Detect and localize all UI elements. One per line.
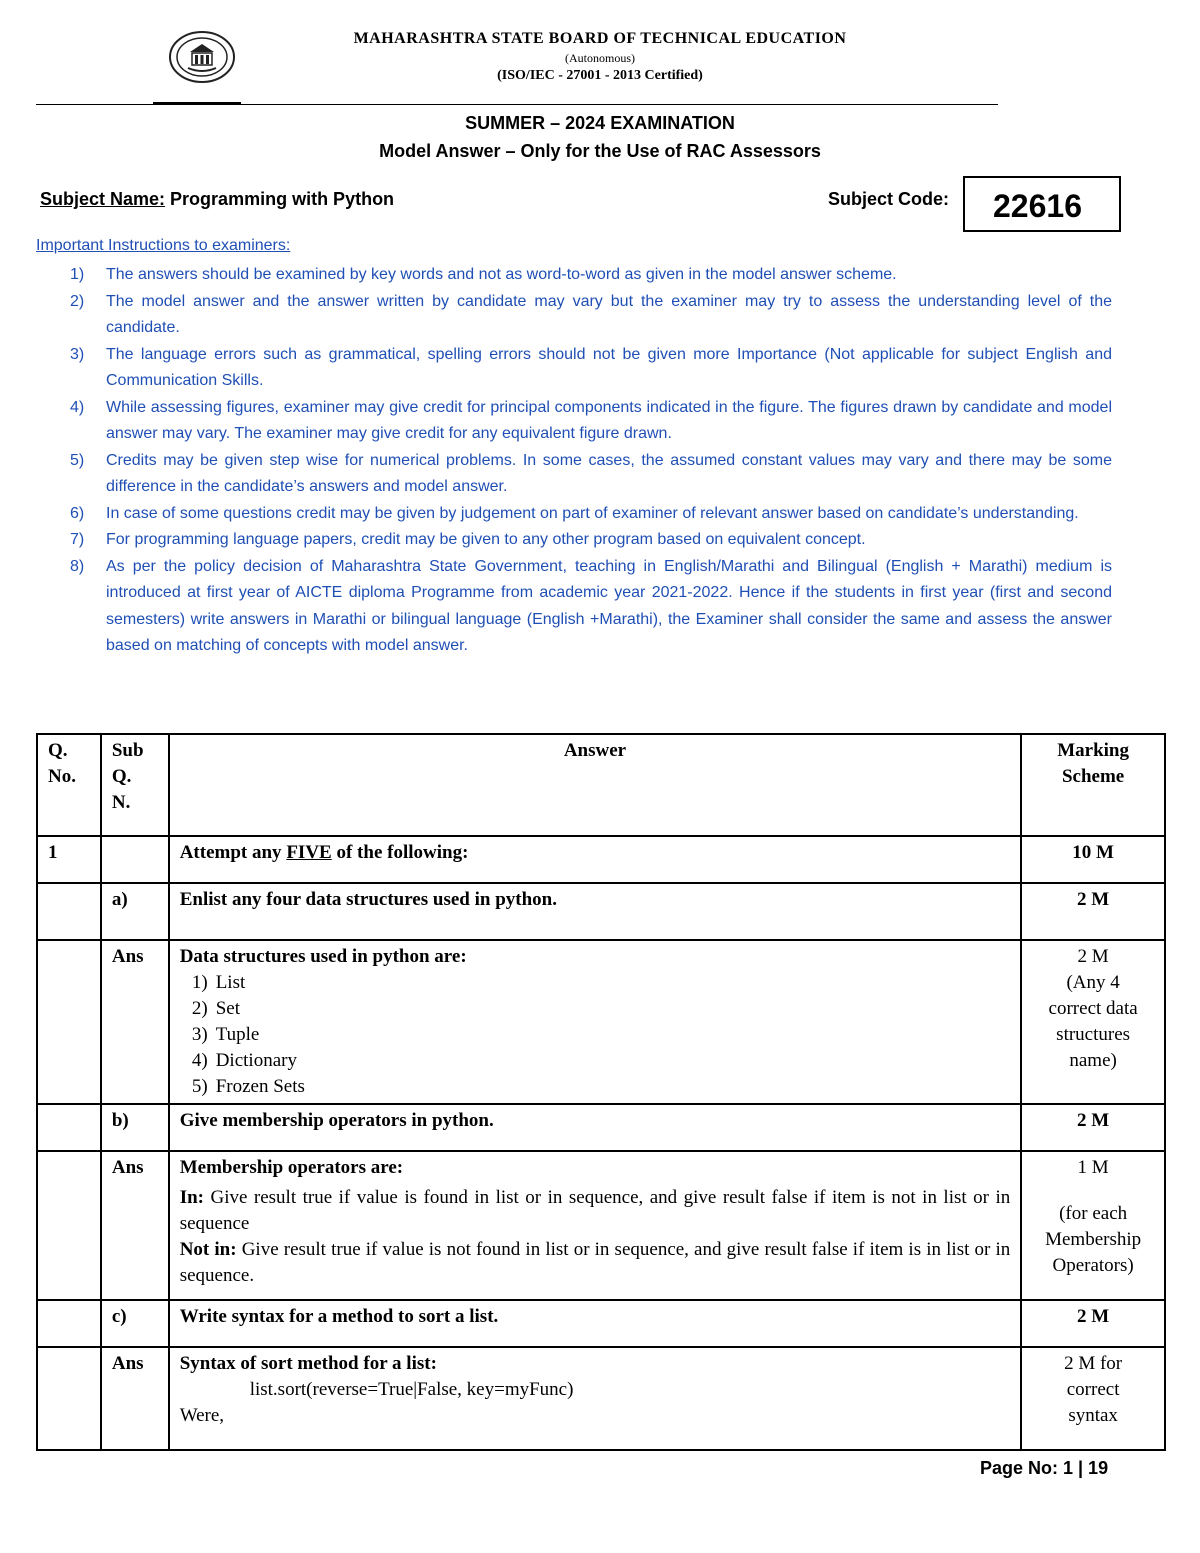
answer-list	[180, 970, 1011, 1100]
header-marking	[1021, 734, 1165, 836]
sub-q-label: b)	[101, 1104, 169, 1151]
answer-notin	[180, 1237, 1011, 1289]
subject-name-label: Subject Name:	[40, 189, 166, 209]
instruction-item	[70, 289, 1112, 342]
list-item-text: Frozen Sets	[215, 1076, 305, 1097]
header-sub-line: N.	[111, 792, 131, 813]
org-name: MAHARASHTRA STATE BOARD OF TECHNICAL EDUCATION	[353, 30, 847, 47]
instruction-text: The language errors such as grammatical, spelling errors should not be given more Importance (Not applicable for subject English and Communication Skills.	[106, 345, 1112, 389]
table-row	[37, 836, 1165, 883]
sub-q-question: Give membership operators in python.	[169, 1104, 1022, 1151]
instructions-list	[70, 262, 1112, 660]
answer-cell	[169, 1151, 1022, 1300]
list-item	[180, 996, 1011, 1022]
subject-name-value: Programming with Python	[165, 189, 395, 209]
instruction-text: Credits may be given step wise for numerical problems. In some cases, the assumed constant values may vary and there may be some difference in the candidate’s answers and model answer.	[106, 451, 1112, 495]
model-answer-table	[36, 733, 1166, 1451]
q-empty	[37, 883, 101, 940]
answer-marks-line: structures	[1056, 1024, 1131, 1045]
table-row	[37, 1300, 1165, 1347]
subject-name	[40, 189, 394, 210]
answer-in	[180, 1185, 1011, 1237]
instruction-number: 1)	[70, 266, 85, 283]
answer-title: Syntax of sort method for a list:	[179, 1353, 437, 1374]
q-empty	[37, 1151, 101, 1300]
instruction-item	[70, 501, 1112, 528]
q-instruction-post: of the following:	[331, 842, 469, 863]
list-item-number: 1)	[191, 972, 208, 993]
table-row	[37, 883, 1165, 940]
q-instruction-five: FIVE	[286, 842, 332, 863]
instruction-item	[70, 395, 1112, 448]
q-marks: 10 M	[1021, 836, 1165, 883]
list-item-number: 3)	[191, 1024, 208, 1045]
instruction-item	[70, 262, 1112, 289]
instruction-item	[70, 554, 1112, 660]
instruction-text: While assessing figures, examiner may give credit for principal components indicated in the figure. The figures drawn by candidate and model answer may vary. The examiner may give credit for any equivalent figure drawn.	[106, 398, 1112, 442]
instructions-heading: Important Instructions to examiners:	[36, 237, 291, 254]
list-item	[180, 1048, 1011, 1074]
table-row	[37, 1151, 1165, 1300]
instruction-text: For programming language papers, credit may be given to any other program based on equivalent concept.	[106, 531, 866, 548]
answer-marks-line: (Any 4	[1066, 972, 1120, 993]
answer-cell	[169, 940, 1022, 1104]
subject-code-value: 22616	[963, 176, 1121, 232]
list-item-text: List	[215, 972, 246, 993]
header-q-no-line: No.	[48, 766, 76, 787]
page-number: Page No: 1 | 19	[980, 1458, 1109, 1478]
q-empty	[37, 1104, 101, 1151]
list-item-text: Dictionary	[215, 1050, 297, 1071]
answer-marks-line: syntax	[1068, 1405, 1118, 1426]
list-item-text: Set	[215, 998, 240, 1019]
sub-q-marks: 2 M	[1021, 1300, 1165, 1347]
instruction-number: 6)	[70, 504, 85, 522]
table-row	[37, 940, 1165, 1104]
instruction-number: 5)	[70, 451, 85, 469]
list-item	[180, 1022, 1011, 1048]
exam-subtitle: Model Answer – Only for the Use of RAC Assessors	[379, 141, 821, 161]
answer-marks-line: 2 M	[1077, 946, 1109, 967]
subject-code-label: Subject Code:	[828, 189, 950, 209]
q-empty	[37, 1300, 101, 1347]
header-marking-line: Marking	[1057, 740, 1129, 761]
answer-marks-line: (for each	[1059, 1203, 1128, 1224]
sub-q-question: Enlist any four data structures used in python.	[169, 883, 1022, 940]
instruction-number: 7)	[70, 531, 85, 548]
instruction-item	[70, 527, 1112, 554]
answer-marks-line: 2 M for	[1064, 1353, 1123, 1374]
ans-label: Ans	[101, 1347, 169, 1450]
answer-in-label: In:	[179, 1187, 204, 1208]
sub-q-question: Write syntax for a method to sort a list.	[169, 1300, 1022, 1347]
header-marking-line: Scheme	[1061, 766, 1125, 787]
answer-marks-line: name)	[1069, 1050, 1117, 1071]
list-item-number: 2)	[191, 998, 208, 1019]
answer-were: Were,	[179, 1405, 225, 1426]
answer-notin-text: Give result true if value is not found in list or in sequence, and give result false if item is in list or in sequence.	[179, 1239, 1011, 1286]
list-item-number: 4)	[191, 1050, 208, 1071]
answer-marks	[1021, 1151, 1165, 1300]
sub-q-marks: 2 M	[1021, 1104, 1165, 1151]
sub-q-empty	[101, 836, 169, 883]
header-sub-line: Sub	[111, 740, 144, 761]
answer-marks	[1021, 1347, 1165, 1450]
sub-q-marks: 2 M	[1021, 883, 1165, 940]
answer-notin-label: Not in:	[179, 1239, 237, 1260]
q-number: 1	[37, 836, 101, 883]
answer-in-text: Give result true if value is found in list or in sequence, and give result false if item is not in list or in sequence	[179, 1187, 1011, 1234]
q-instruction-pre: Attempt any	[179, 842, 287, 863]
instruction-number: 4)	[70, 398, 85, 416]
q-empty	[37, 1347, 101, 1450]
header-q-no	[37, 734, 101, 836]
org-iso: (ISO/IEC - 27001 - 2013 Certified)	[497, 68, 703, 83]
table-row	[37, 1104, 1165, 1151]
table-row	[37, 1347, 1165, 1450]
answer-marks-line: Membership	[1045, 1229, 1142, 1250]
instruction-number: 3)	[70, 345, 85, 363]
sub-q-label: a)	[101, 883, 169, 940]
header-q-no-line: Q.	[48, 740, 68, 761]
list-item-text: Tuple	[215, 1024, 260, 1045]
answer-title: Membership operators are:	[179, 1157, 404, 1178]
answer-syntax: list.sort(reverse=True|False, key=myFunc)	[249, 1379, 574, 1400]
header-rule-accent	[153, 102, 241, 105]
ans-label: Ans	[101, 940, 169, 1104]
answer-title: Data structures used in python are:	[179, 946, 467, 967]
table-header-row	[37, 734, 1165, 836]
instruction-text: The model answer and the answer written by candidate may vary but the examiner may try to assess the understanding level of the candidate.	[106, 292, 1112, 336]
q-empty	[37, 940, 101, 1104]
list-item-number: 5)	[191, 1076, 208, 1097]
list-item	[180, 970, 1011, 996]
sub-q-label: c)	[101, 1300, 169, 1347]
header-sub-line: Q.	[111, 766, 132, 787]
instruction-item	[70, 448, 1112, 501]
exam-title: SUMMER – 2024 EXAMINATION	[465, 113, 735, 133]
instruction-item	[70, 342, 1112, 395]
answer-marks-line: Operators)	[1052, 1255, 1134, 1276]
answer-marks-line: 1 M	[1077, 1157, 1109, 1178]
instruction-text: As per the policy decision of Maharashtra State Government, teaching in English/Marathi and Bilingual (English + Marathi) medium is introduced at first year of AICTE diploma Programme from academic year 2021-2022. Hence if the students in first year (first and second semesters) write answers in Marathi or bilingual language (English +Marathi), the Examiner shall consider the same and assess the answer based on matching of concepts with model answer.	[106, 557, 1112, 654]
instruction-text: In case of some questions credit may be given by judgement on part of examiner of relevant answer based on candidate’s understanding.	[106, 504, 1079, 522]
header-answer: Answer	[169, 734, 1022, 836]
q-instruction	[169, 836, 1022, 883]
org-autonomous: (Autonomous)	[565, 51, 635, 65]
instruction-number: 2)	[70, 292, 85, 310]
msbte-logo	[168, 30, 236, 84]
instruction-text: The answers should be examined by key words and not as word-to-word as given in the model answer scheme.	[106, 266, 897, 283]
answer-marks-line: correct	[1066, 1379, 1120, 1400]
answer-marks-line: correct data	[1048, 998, 1138, 1019]
answer-marks	[1021, 940, 1165, 1104]
answer-cell	[169, 1347, 1022, 1450]
instruction-number: 8)	[70, 557, 85, 575]
header-sub-q	[101, 734, 169, 836]
list-item	[180, 1074, 1011, 1100]
ans-label: Ans	[101, 1151, 169, 1300]
